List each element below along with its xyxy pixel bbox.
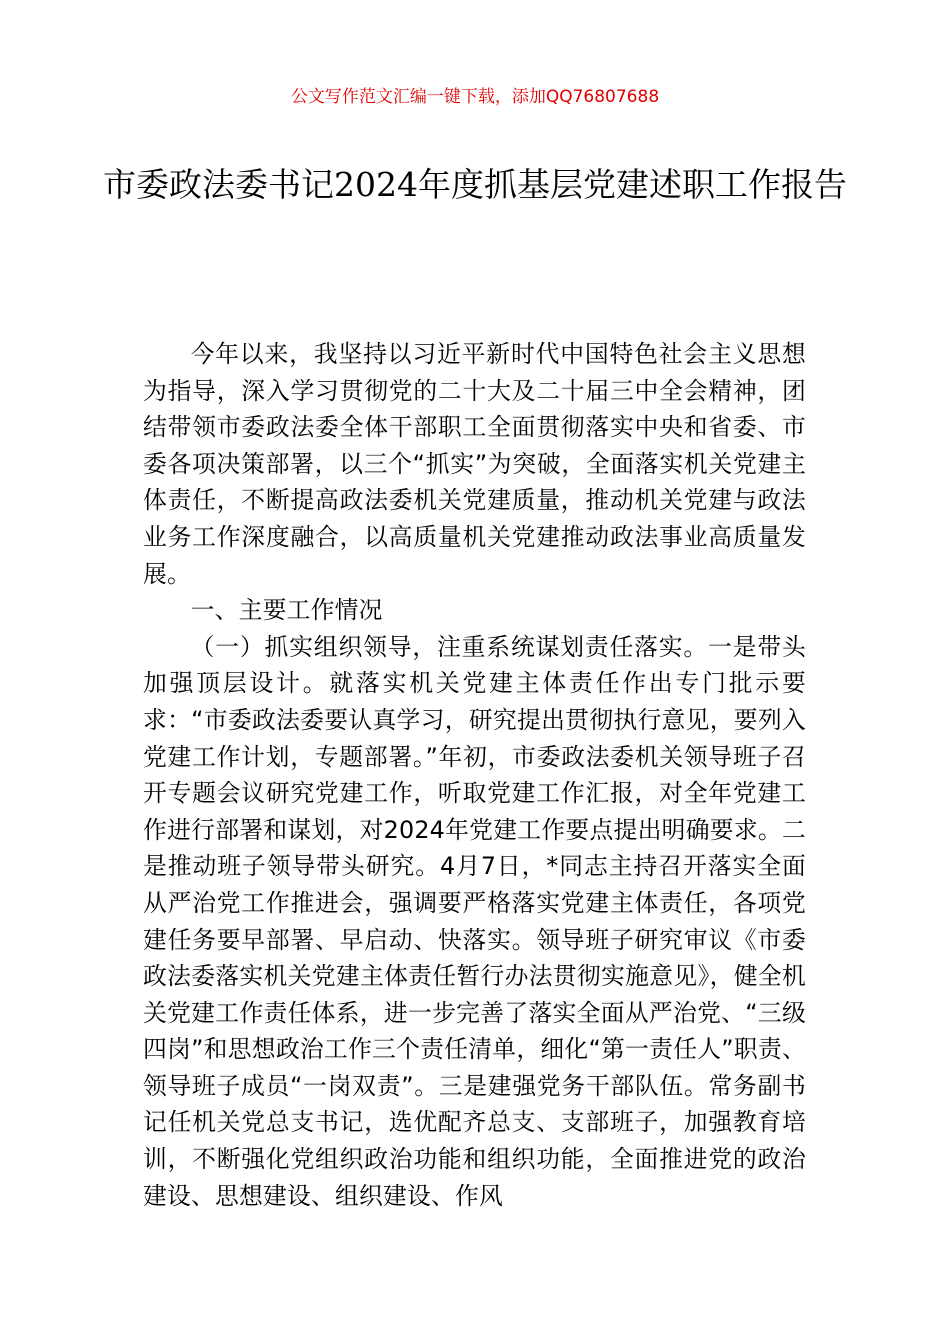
section-paragraph: （一）抓实组织领导，注重系统谋划责任落实。一是带头加强顶层设计。就落实机关党建主体责任作出专门批示要求：“市委政法委要认真学习，研究提出贯彻执行意见，要列入党建工作计划，专题部署。”年初，市委政法委机关领导班子召开专题会议研究党建工作，听取党建工作汇报，对全年党建工作进行部署和谋划，对2024年党建工作要点提出明确要求。二是推动班子领导带头研究。4月7日，*同志主持召开落实全面从严治党工作推进会，强调要严格落实党建主体责任，各项党建任务要早部署、早启动、快落实。领导班子研究审议《市委政法委落实机关党建主体责任暂行办法贯彻实施意见》，健全机关党建工作责任体系，进一步完善了落实全面从严治党、“三级四岗”和思想政治工作三个责任清单，细化“第一责任人”职责、领导班子成员“一岗双责”。三是建强党务干部队伍。常务副书记任机关党总支书记，选优配齐总支、支部班子，加强教育培训，不断强化党组织政治功能和组织功能，全面推进党的政治建设、思想建设、组织建设、作风 <box>143 632 806 1210</box>
document-title: 市委政法委书记2024年度抓基层党建述职工作报告 <box>103 165 847 204</box>
intro-paragraph: 今年以来，我坚持以习近平新时代中国特色社会主义思想为指导，深入学习贯彻党的二十大及二十届三中全会精神，团结带领市委政法委全体干部职工全面贯彻落实中央和省委、市委各项决策部署，以三个“抓实”为突破，全面落实机关党建主体责任，不断提高政法委机关党建质量，推动机关党建与政法业务工作深度融合，以高质量机关党建推动政法事业高质量发展。 <box>143 340 806 588</box>
document-body <box>143 336 806 1214</box>
section-heading: 一、主要工作情况 <box>190 596 383 625</box>
download-banner: 公文写作范文汇编一键下载，添加QQ76807688 <box>290 87 660 107</box>
